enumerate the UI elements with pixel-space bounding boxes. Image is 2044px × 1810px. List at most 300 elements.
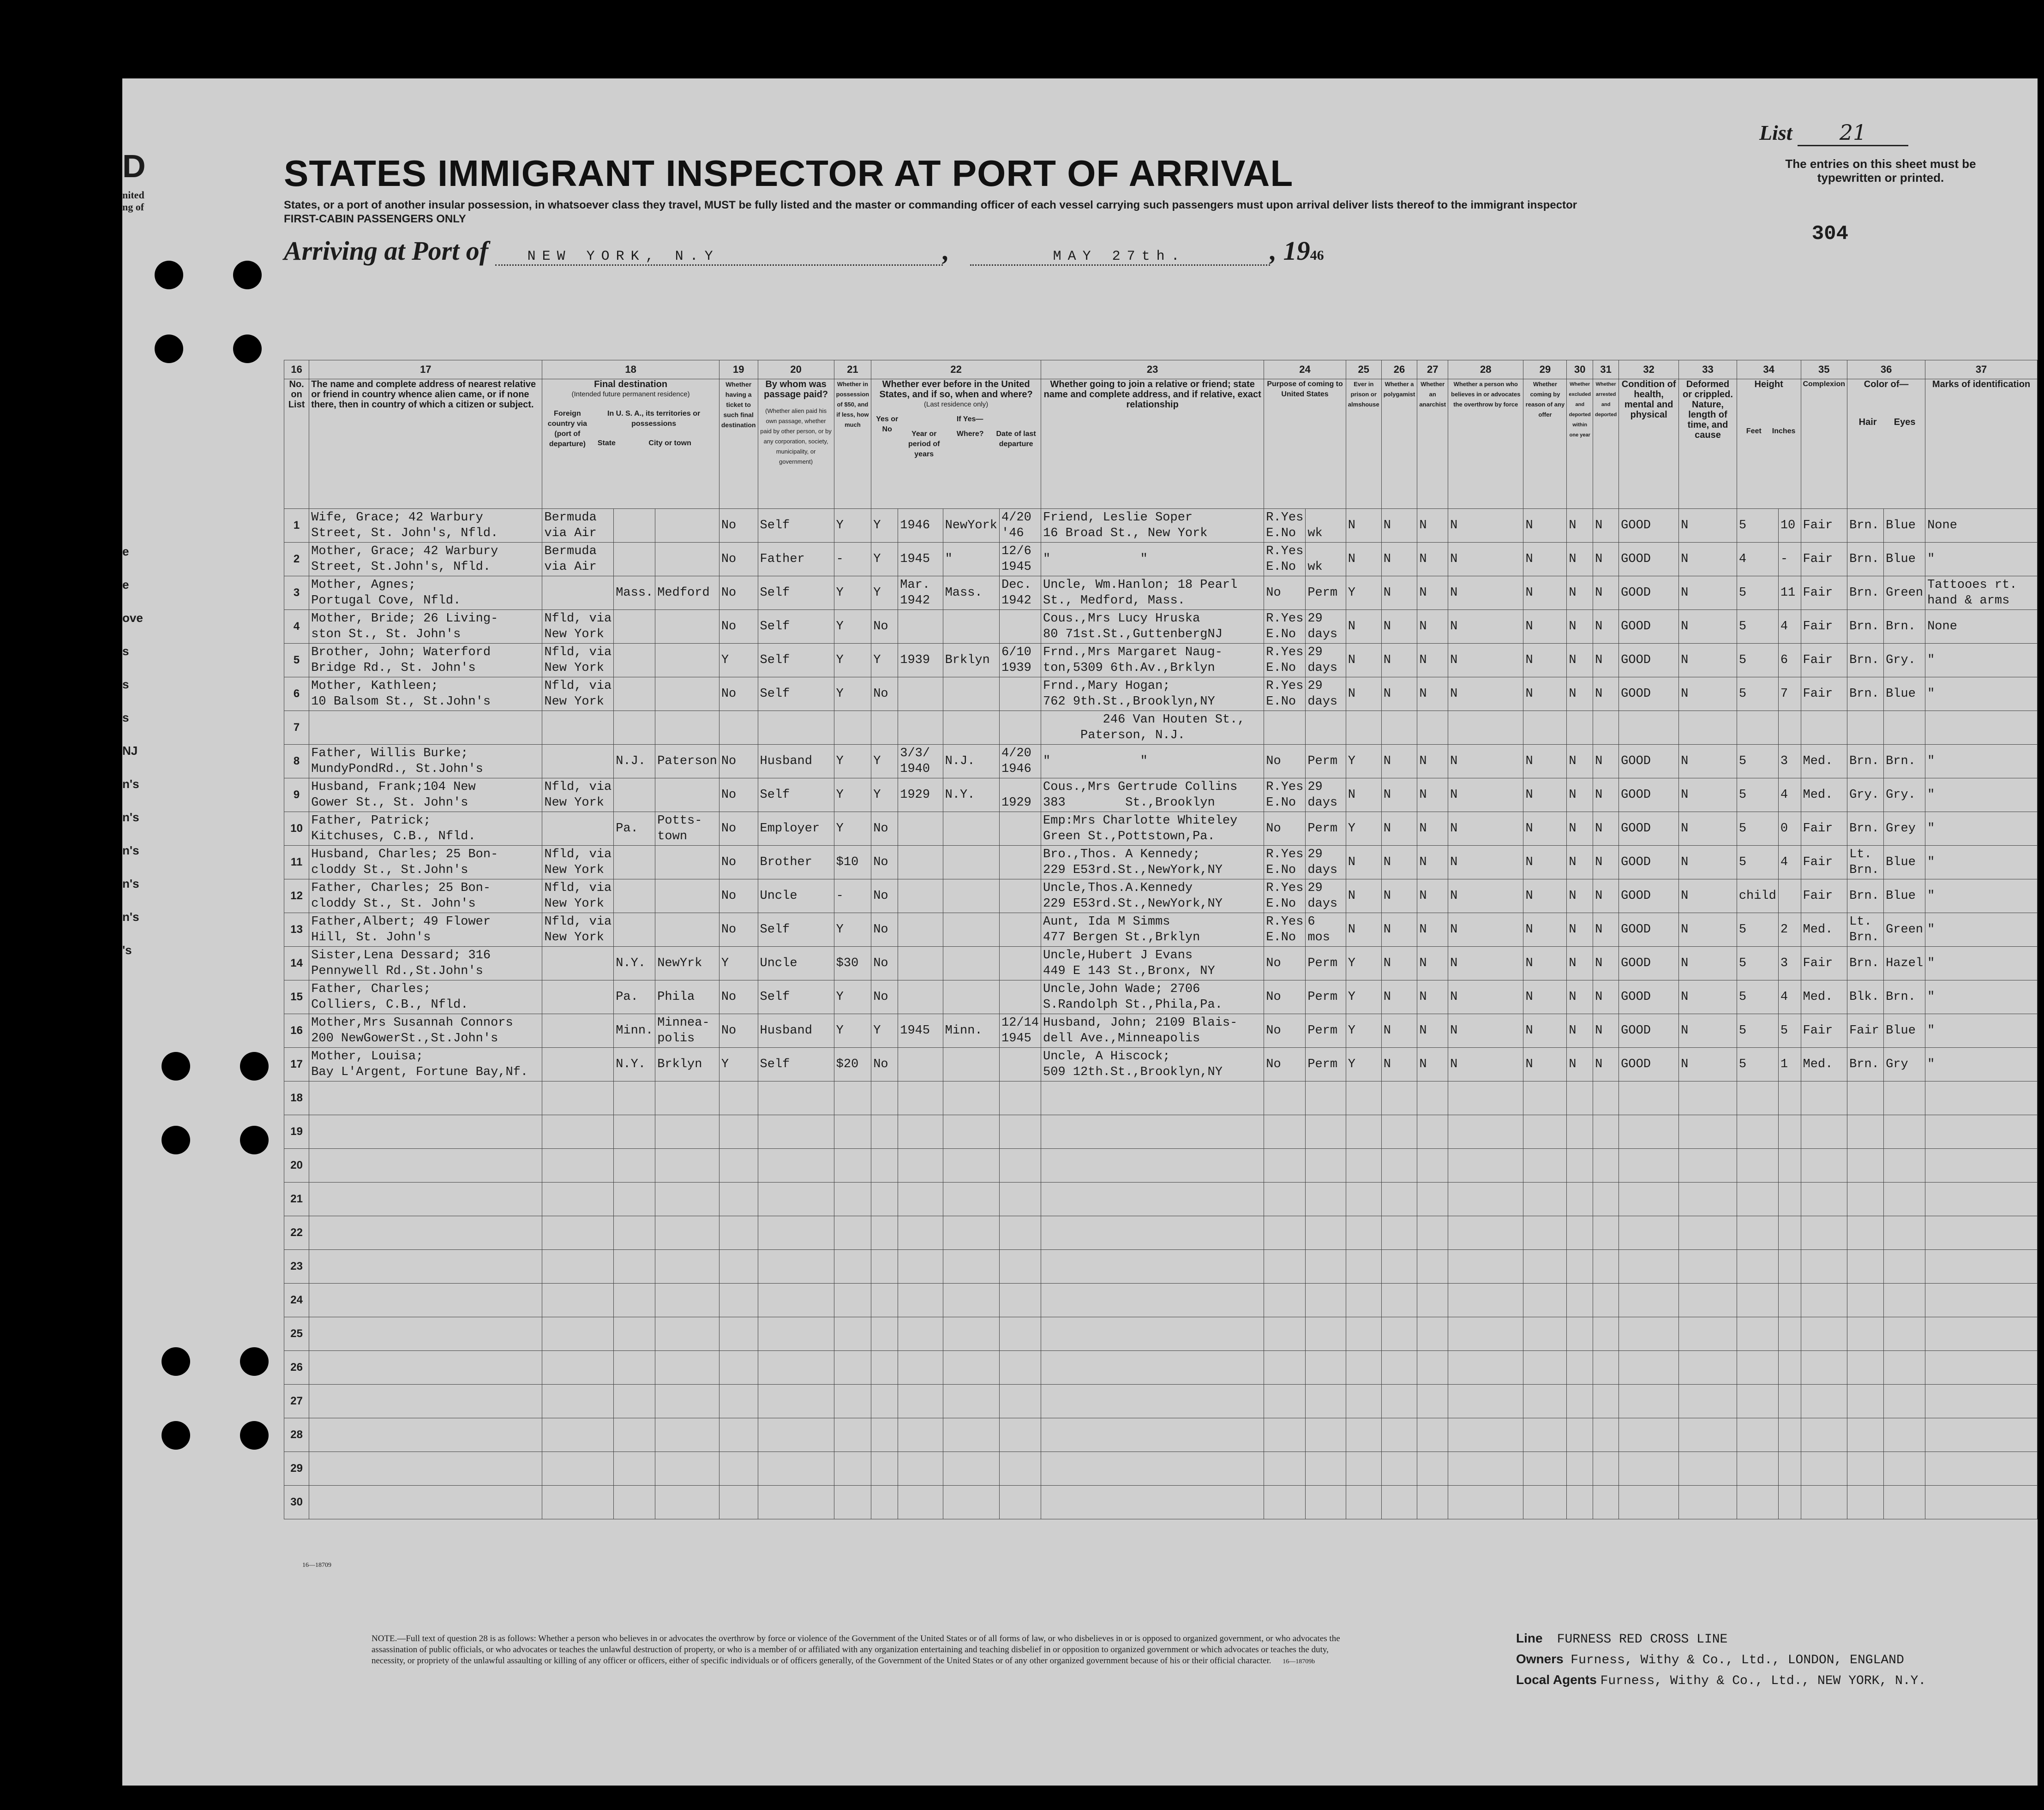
cell-health: GOOD — [1619, 745, 1679, 778]
cell-foreign: Nfld, via New York — [542, 846, 614, 879]
cell-feet: 5 — [1737, 947, 1778, 980]
arrival-date: MAY 27th. — [970, 249, 1270, 266]
cell-q30: N — [1567, 644, 1593, 677]
cell-q28: N — [1448, 778, 1523, 812]
cell-fifty: - — [834, 543, 871, 576]
cell-date — [1000, 879, 1041, 913]
cell-date — [1000, 812, 1041, 846]
cell-complexion: Fair — [1801, 509, 1847, 543]
cell-q27: N — [1417, 1048, 1448, 1081]
cell-hair: Brn. — [1847, 644, 1884, 677]
cell-yn: Y — [871, 543, 898, 576]
table-row — [284, 644, 2038, 677]
cell-q30: N — [1567, 846, 1593, 879]
cell-eyes: Gry — [1884, 1048, 1925, 1081]
cell-q27: N — [1417, 879, 1448, 913]
cell-relative: Husband, Frank;104 New Gower St., St. John's — [309, 778, 542, 812]
cell-no: 2 — [284, 543, 309, 576]
cell-date — [1000, 846, 1041, 879]
cell-q30: N — [1567, 677, 1593, 711]
table-row-empty — [284, 1250, 2038, 1284]
cell-purpose — [1264, 711, 1306, 745]
cell-q31: N — [1593, 644, 1619, 677]
cell-deformed: N — [1679, 576, 1737, 610]
cell-ticket: No — [719, 1014, 758, 1048]
cell-paid: Self — [758, 677, 834, 711]
left-edge-fragment: n's — [122, 877, 139, 890]
cell-q29: N — [1523, 913, 1567, 947]
cell-relative: Husband, Charles; 25 Bon- cloddy St., St.John's — [309, 846, 542, 879]
cell-ticket: Y — [719, 644, 758, 677]
cell-purpose: No — [1264, 812, 1306, 846]
cell-q31: N — [1593, 1014, 1619, 1048]
cell-purpose: No — [1264, 1048, 1306, 1081]
cell-no: 20 — [284, 1149, 309, 1183]
cell-health: GOOD — [1619, 980, 1679, 1014]
cell-deformed: N — [1679, 1048, 1737, 1081]
punch-hole — [162, 1347, 190, 1376]
cell-yn: Y — [871, 576, 898, 610]
cell-join: Cous.,Mrs Gertrude Collins 383 St.,Brooklyn — [1041, 778, 1264, 812]
cell-q28: N — [1448, 947, 1523, 980]
cell-q31: N — [1593, 980, 1619, 1014]
cell-foreign: Bermuda via Air — [542, 543, 614, 576]
cell-no: 22 — [284, 1216, 309, 1250]
cell-q29: N — [1523, 846, 1567, 879]
cell-no: 7 — [284, 711, 309, 745]
cell-city — [655, 677, 719, 711]
cell-complexion: Fair — [1801, 576, 1847, 610]
cell-where: Mass. — [943, 576, 999, 610]
cell-yn: Y — [871, 1014, 898, 1048]
punch-hole — [155, 261, 183, 289]
cell-relative: Mother, Grace; 42 Warbury Street, St.John's, Nfld. — [309, 543, 542, 576]
cell-q26: N — [1381, 1048, 1417, 1081]
question-28-note: NOTE.—Full text of question 28 is as follows: Whether a person who believes in or advocates the overthrow by force or violence of the Government of the United States or of all forms of law, or who disbelieves in or is opposed to organized government, or who advocates the assassination of public officials, or who advocates or teaches the unlawful destruction of property, or who is a member of or affiliated with any organization entertaining and teaching disbelief in or opposition to organized government or which advocates or teaches the duty, necessity, or propriety of the unlawful assaulting or killing of any officer or officers, either of specific individuals or of officers generally, of the Government of the United States or of any other organized government because of his or their official character. 16—18709b — [372, 1634, 1340, 1666]
cell-foreign — [542, 812, 614, 846]
cell-inches — [1778, 879, 1801, 913]
cell-feet: child — [1737, 879, 1778, 913]
cell-deformed: N — [1679, 846, 1737, 879]
cell-q31: N — [1593, 509, 1619, 543]
cell-q28: N — [1448, 913, 1523, 947]
cell-q31: N — [1593, 913, 1619, 947]
cell-q27: N — [1417, 576, 1448, 610]
cell-yn: No — [871, 980, 898, 1014]
cell-eyes: Blue — [1884, 543, 1925, 576]
cell-city: NewYrk — [655, 947, 719, 980]
cell-q29 — [1523, 711, 1567, 745]
cell-foreign — [542, 745, 614, 778]
cell-relative — [309, 711, 542, 745]
cell-q30: N — [1567, 509, 1593, 543]
cell-q26: N — [1381, 812, 1417, 846]
cell-date — [1000, 980, 1041, 1014]
cell-q25: N — [1346, 543, 1381, 576]
cell-inches: 3 — [1778, 745, 1801, 778]
cell-fifty: - — [834, 879, 871, 913]
cell-deformed: N — [1679, 509, 1737, 543]
cell-date — [1000, 677, 1041, 711]
cell-health: GOOD — [1619, 576, 1679, 610]
cell-inches: 10 — [1778, 509, 1801, 543]
col-ever-before: Whether ever before in the United States, and if so, when and where? (Last residence only) Yes or No If Yes— Year or period of years Where? Date of last departure — [871, 379, 1041, 509]
cell-q28: N — [1448, 745, 1523, 778]
cell-length: Perm — [1306, 1014, 1346, 1048]
cell-no: 12 — [284, 879, 309, 913]
cell-q27: N — [1417, 644, 1448, 677]
table-row — [284, 812, 2038, 846]
cell-q30: N — [1567, 879, 1593, 913]
cell-feet: 5 — [1737, 778, 1778, 812]
cell-no: 29 — [284, 1452, 309, 1486]
cell-eyes: Blue — [1884, 677, 1925, 711]
cell-q25: Y — [1346, 576, 1381, 610]
cell-marks: " — [1925, 879, 2038, 913]
cell-q26: N — [1381, 947, 1417, 980]
cell-marks: " — [1925, 980, 2038, 1014]
col-q26: Whether a polygamist — [1381, 379, 1417, 509]
cell-fifty: Y — [834, 677, 871, 711]
cell-eyes: Hazel — [1884, 947, 1925, 980]
cell-health: GOOD — [1619, 812, 1679, 846]
cell-q26: N — [1381, 846, 1417, 879]
cell-q30: N — [1567, 610, 1593, 644]
cell-length: 6 mos — [1306, 913, 1346, 947]
cell-q25: Y — [1346, 947, 1381, 980]
table-row — [284, 576, 2038, 610]
cell-join: Uncle,Thos.A.Kennedy 229 E53rd.St.,NewYork,NY — [1041, 879, 1264, 913]
cell-relative: Sister,Lena Dessard; 316 Pennywell Rd.,St.John's — [309, 947, 542, 980]
punch-hole — [240, 1052, 269, 1081]
cell-q30: N — [1567, 1014, 1593, 1048]
left-edge-fragment: s — [122, 677, 129, 691]
cell-q26 — [1381, 711, 1417, 745]
cell-yn: Y — [871, 745, 898, 778]
footer-line-info: Line FURNESS RED CROSS LINE Owners Furness, Withy & Co., Ltd., LONDON, ENGLAND Local Agents Furness, Withy & Co., Ltd., NEW YORK, N.Y. — [1516, 1631, 1926, 1688]
cell-city — [655, 778, 719, 812]
cell-q28: N — [1448, 543, 1523, 576]
year-suffix: 46 — [1310, 248, 1324, 263]
cell-date: 6/10 1939 — [1000, 644, 1041, 677]
cell-q25: Y — [1346, 812, 1381, 846]
cell-eyes: Blue — [1884, 879, 1925, 913]
cell-fifty: Y — [834, 745, 871, 778]
cell-deformed: N — [1679, 745, 1737, 778]
cell-city: Minnea- polis — [655, 1014, 719, 1048]
cell-q30: N — [1567, 980, 1593, 1014]
cell-join: Bro.,Thos. A Kennedy; 229 E53rd.St.,NewYork,NY — [1041, 846, 1264, 879]
cell-fifty: Y — [834, 812, 871, 846]
cell-where: N.J. — [943, 745, 999, 778]
cell-state — [614, 644, 655, 677]
cell-q25: Y — [1346, 1014, 1381, 1048]
cell-length: Perm — [1306, 980, 1346, 1014]
cell-q27: N — [1417, 980, 1448, 1014]
arrival-port: NEW YORK, N.Y — [495, 249, 943, 266]
cell-q28: N — [1448, 812, 1523, 846]
cell-relative: Father, Charles; Colliers, C.B., Nfld. — [309, 980, 542, 1014]
cell-feet: 5 — [1737, 812, 1778, 846]
punch-hole — [162, 1421, 190, 1450]
cell-feet: 5 — [1737, 846, 1778, 879]
table-row-empty — [284, 1317, 2038, 1351]
cell-no: 23 — [284, 1250, 309, 1284]
cell-no: 3 — [284, 576, 309, 610]
sheet-number: 304 — [1811, 222, 1848, 245]
year-prefix: 19 — [1283, 236, 1310, 266]
cell-fifty: Y — [834, 610, 871, 644]
cell-paid: Self — [758, 576, 834, 610]
cell-length: Perm — [1306, 745, 1346, 778]
cell-paid: Self — [758, 1048, 834, 1081]
cell-inches: 4 — [1778, 980, 1801, 1014]
cell-q25: Y — [1346, 980, 1381, 1014]
cell-city — [655, 644, 719, 677]
punch-hole — [240, 1421, 269, 1450]
cell-ticket: No — [719, 846, 758, 879]
cell-purpose: R.Yes E.No — [1264, 644, 1306, 677]
cell-q29: N — [1523, 879, 1567, 913]
cell-date: 12/6 1945 — [1000, 543, 1041, 576]
cell-health: GOOD — [1619, 879, 1679, 913]
agents-value: Furness, Withy & Co., Ltd., NEW YORK, N.Y. — [1600, 1674, 1926, 1688]
punch-hole — [240, 1347, 269, 1376]
cell-purpose: R.Yes E.No — [1264, 677, 1306, 711]
table-row-empty — [284, 1452, 2038, 1486]
cell-feet: 5 — [1737, 576, 1778, 610]
cell-health: GOOD — [1619, 610, 1679, 644]
cell-date — [1000, 711, 1041, 745]
cell-date — [1000, 913, 1041, 947]
cell-inches: 7 — [1778, 677, 1801, 711]
cell-eyes: Gry. — [1884, 778, 1925, 812]
cell-q26: N — [1381, 576, 1417, 610]
table-row — [284, 1014, 2038, 1048]
cell-yn: No — [871, 1048, 898, 1081]
table-row-empty — [284, 1284, 2038, 1317]
table-row — [284, 1048, 2038, 1081]
cell-feet: 5 — [1737, 1014, 1778, 1048]
cell-no: 1 — [284, 509, 309, 543]
left-lines: nited ng of — [122, 189, 144, 213]
cell-year — [898, 677, 943, 711]
cell-health: GOOD — [1619, 778, 1679, 812]
cell-feet: 5 — [1737, 1048, 1778, 1081]
cell-marks: " — [1925, 745, 2038, 778]
cell-eyes — [1884, 711, 1925, 745]
punch-hole — [233, 335, 262, 363]
col-q27: Whether an anarchist — [1417, 379, 1448, 509]
cell-foreign: Nfld, via New York — [542, 778, 614, 812]
cell-q30: N — [1567, 778, 1593, 812]
cell-q30: N — [1567, 576, 1593, 610]
cell-hair: Brn. — [1847, 947, 1884, 980]
col-no-on-list: No. on List — [284, 379, 309, 509]
left-edge-fragment: e — [122, 544, 129, 558]
cell-year: Mar. 1942 — [898, 576, 943, 610]
col-q30: Whether excluded and deported within one year — [1567, 379, 1593, 509]
table-row-empty — [284, 1418, 2038, 1452]
passenger-table — [284, 360, 2038, 1519]
col-complexion: Complexion — [1801, 379, 1847, 509]
cell-ticket: No — [719, 745, 758, 778]
cell-length: Perm — [1306, 576, 1346, 610]
cell-marks: Tattooes rt. hand & arms — [1925, 576, 2038, 610]
cell-foreign: Nfld, via New York — [542, 879, 614, 913]
cell-q27 — [1417, 711, 1448, 745]
cell-ticket: No — [719, 812, 758, 846]
cell-yn: Y — [871, 509, 898, 543]
cell-length: 29 days — [1306, 610, 1346, 644]
cell-complexion: Fair — [1801, 947, 1847, 980]
left-edge-fragment: n's — [122, 810, 139, 824]
cell-paid: Father — [758, 543, 834, 576]
cell-complexion: Med. — [1801, 1048, 1847, 1081]
cell-date — [1000, 610, 1041, 644]
cell-eyes: Gry. — [1884, 644, 1925, 677]
cell-q29: N — [1523, 812, 1567, 846]
cell-q31: N — [1593, 610, 1619, 644]
cell-q27: N — [1417, 947, 1448, 980]
cell-q29: N — [1523, 576, 1567, 610]
left-edge-fragment: s — [122, 711, 129, 724]
cell-year: 1946 — [898, 509, 943, 543]
cell-foreign — [542, 576, 614, 610]
cell-city — [655, 846, 719, 879]
cell-join: Aunt, Ida M Simms 477 Bergen St.,Brklyn — [1041, 913, 1264, 947]
cell-paid: Self — [758, 644, 834, 677]
cell-hair — [1847, 711, 1884, 745]
manifest-sheet — [122, 78, 2038, 1786]
cell-q25 — [1346, 711, 1381, 745]
cell-no: 21 — [284, 1183, 309, 1216]
cell-deformed: N — [1679, 677, 1737, 711]
cell-no: 28 — [284, 1418, 309, 1452]
cell-no: 26 — [284, 1351, 309, 1385]
cell-paid: Self — [758, 980, 834, 1014]
cell-q25: N — [1346, 778, 1381, 812]
cell-join: " " — [1041, 745, 1264, 778]
cell-deformed: N — [1679, 610, 1737, 644]
cell-ticket: Y — [719, 947, 758, 980]
table-row-empty — [284, 1115, 2038, 1149]
cell-city: Brklyn — [655, 1048, 719, 1081]
cell-year — [898, 812, 943, 846]
cell-join: Husband, John; 2109 Blais- dell Ave.,Minneapolis — [1041, 1014, 1264, 1048]
table-row-empty — [284, 1183, 2038, 1216]
cell-q29: N — [1523, 610, 1567, 644]
cell-city — [655, 610, 719, 644]
cell-yn: No — [871, 812, 898, 846]
punch-hole — [162, 1126, 190, 1154]
cell-yn: No — [871, 947, 898, 980]
cell-q25: N — [1346, 846, 1381, 879]
left-edge-fragment: NJ — [122, 744, 138, 758]
left-edge-fragment: 's — [122, 943, 132, 957]
table-row-empty — [284, 1385, 2038, 1418]
col-q31: Whether arrested and deported — [1593, 379, 1619, 509]
cell-deformed: N — [1679, 947, 1737, 980]
cell-where — [943, 711, 999, 745]
cell-yn: Y — [871, 778, 898, 812]
col-height: Height Feet Inches — [1737, 379, 1801, 509]
cell-q28: N — [1448, 610, 1523, 644]
cell-complexion: Med. — [1801, 980, 1847, 1014]
cell-no: 14 — [284, 947, 309, 980]
cell-year — [898, 879, 943, 913]
cell-fifty: $10 — [834, 846, 871, 879]
cell-foreign — [542, 1048, 614, 1081]
cell-marks: " — [1925, 947, 2038, 980]
cell-year: 1945 — [898, 543, 943, 576]
cell-hair: Brn. — [1847, 677, 1884, 711]
cell-foreign — [542, 947, 614, 980]
column-header-row — [284, 379, 2038, 509]
cell-paid: Husband — [758, 745, 834, 778]
cell-yn: No — [871, 610, 898, 644]
cell-q27: N — [1417, 610, 1448, 644]
cell-purpose: R.Yes E.No — [1264, 610, 1306, 644]
col-fifty-dollars: Whether in possession of $50, and if less, how much — [834, 379, 871, 509]
arriving-line: Arriving at Port of NEW YORK, N.Y , MAY 27th. , 1946 — [284, 236, 1324, 266]
cell-deformed: N — [1679, 812, 1737, 846]
cell-feet: 4 — [1737, 543, 1778, 576]
col-paid-by: By whom was passage paid? (Whether alien paid his own passage, whether paid by other person, or by any corporation, society, municipality, or government) — [758, 379, 834, 509]
cell-paid: Self — [758, 778, 834, 812]
cell-where — [943, 913, 999, 947]
cell-where: NewYork — [943, 509, 999, 543]
table-row-empty — [284, 1216, 2038, 1250]
cell-q27: N — [1417, 778, 1448, 812]
cell-year: 1945 — [898, 1014, 943, 1048]
cell-hair: Fair — [1847, 1014, 1884, 1048]
cell-q26: N — [1381, 745, 1417, 778]
col-health: Condition of health, mental and physical — [1619, 379, 1679, 509]
cell-q25: N — [1346, 509, 1381, 543]
cell-q29: N — [1523, 543, 1567, 576]
cell-eyes: Brn. — [1884, 610, 1925, 644]
cell-state: Mass. — [614, 576, 655, 610]
cell-deformed: N — [1679, 913, 1737, 947]
list-number: List 21 — [1759, 120, 1908, 146]
cell-q31: N — [1593, 778, 1619, 812]
cell-purpose: No — [1264, 980, 1306, 1014]
cell-join: Uncle, Wm.Hanlon; 18 Pearl St., Medford, Mass. — [1041, 576, 1264, 610]
cell-where: Brklyn — [943, 644, 999, 677]
cell-state: Pa. — [614, 812, 655, 846]
cell-where — [943, 947, 999, 980]
cell-relative: Father, Willis Burke; MundyPondRd., St.John's — [309, 745, 542, 778]
cell-purpose: No — [1264, 745, 1306, 778]
column-number-row: 16 17 18 19 20 21 22 23 24 25 26 27 28 29 30 31 32 33 34 35 36 37 — [284, 360, 2038, 379]
cell-feet: 5 — [1737, 980, 1778, 1014]
cell-health: GOOD — [1619, 947, 1679, 980]
cell-city — [655, 711, 719, 745]
table-row — [284, 677, 2038, 711]
cell-q26: N — [1381, 980, 1417, 1014]
cell-health: GOOD — [1619, 509, 1679, 543]
cell-complexion: Fair — [1801, 610, 1847, 644]
cell-date — [1000, 947, 1041, 980]
form-number: 16—18709 — [302, 1562, 331, 1569]
cell-deformed: N — [1679, 879, 1737, 913]
cell-no: 15 — [284, 980, 309, 1014]
cell-q28: N — [1448, 980, 1523, 1014]
cell-no: 27 — [284, 1385, 309, 1418]
cell-q29: N — [1523, 1014, 1567, 1048]
cell-length — [1306, 711, 1346, 745]
